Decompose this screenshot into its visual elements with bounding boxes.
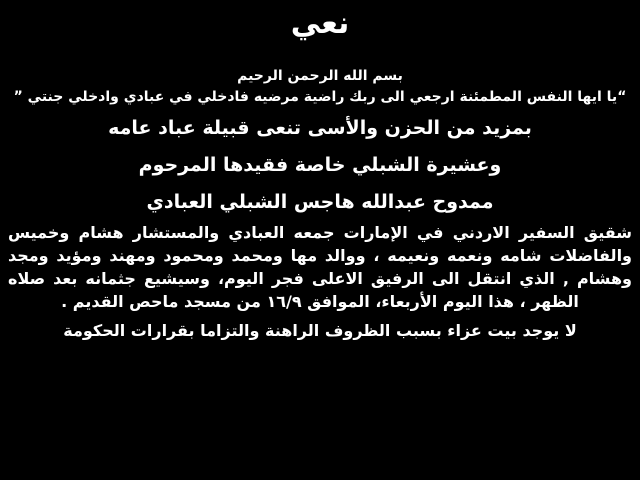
announcement-block: [8, 108, 632, 219]
announcement-line-2: وعشيرة الشبلي خاصة فقيدها المرحوم: [138, 154, 502, 176]
condolence-notice: لا يوجد بيت عزاء بسبب الظروف الراهنة والتزاما بقرارات الحكومة: [63, 321, 577, 340]
obituary-title: نعي: [290, 6, 350, 41]
quran-verse: “يا ايها النفس المطمئنة ارجعي الى ربك راضية مرضيه فادخلي في عبادي وادخلي جنتي ”: [13, 89, 627, 105]
basmala-text: بسم الله الرحمن الرحيم: [237, 68, 403, 84]
obituary-details: شقيق السفير الاردني في الإمارات جمعه العبادي والمستشار هشام وخميس والفاضلات شامه ونعمه ونعيمه ، ووالد مها ومحمد ومحمود ومهند ومؤيد ومجد وهشام , الذي انتقل الى الرفيق الاعلى فجر اليوم، وسيشيع جثمانه بعد صلاه الظهر ، هذا اليوم الأربعاء، الموافق ١٦/٩ من مسجد ماحص القديم .: [8, 223, 632, 311]
announcement-line-1: بمزيد من الحزن والأسى تنعى قبيلة عباد عامه: [108, 117, 532, 139]
deceased-name: ممدوح عبدالله هاجس الشبلي العبادي: [146, 191, 494, 213]
